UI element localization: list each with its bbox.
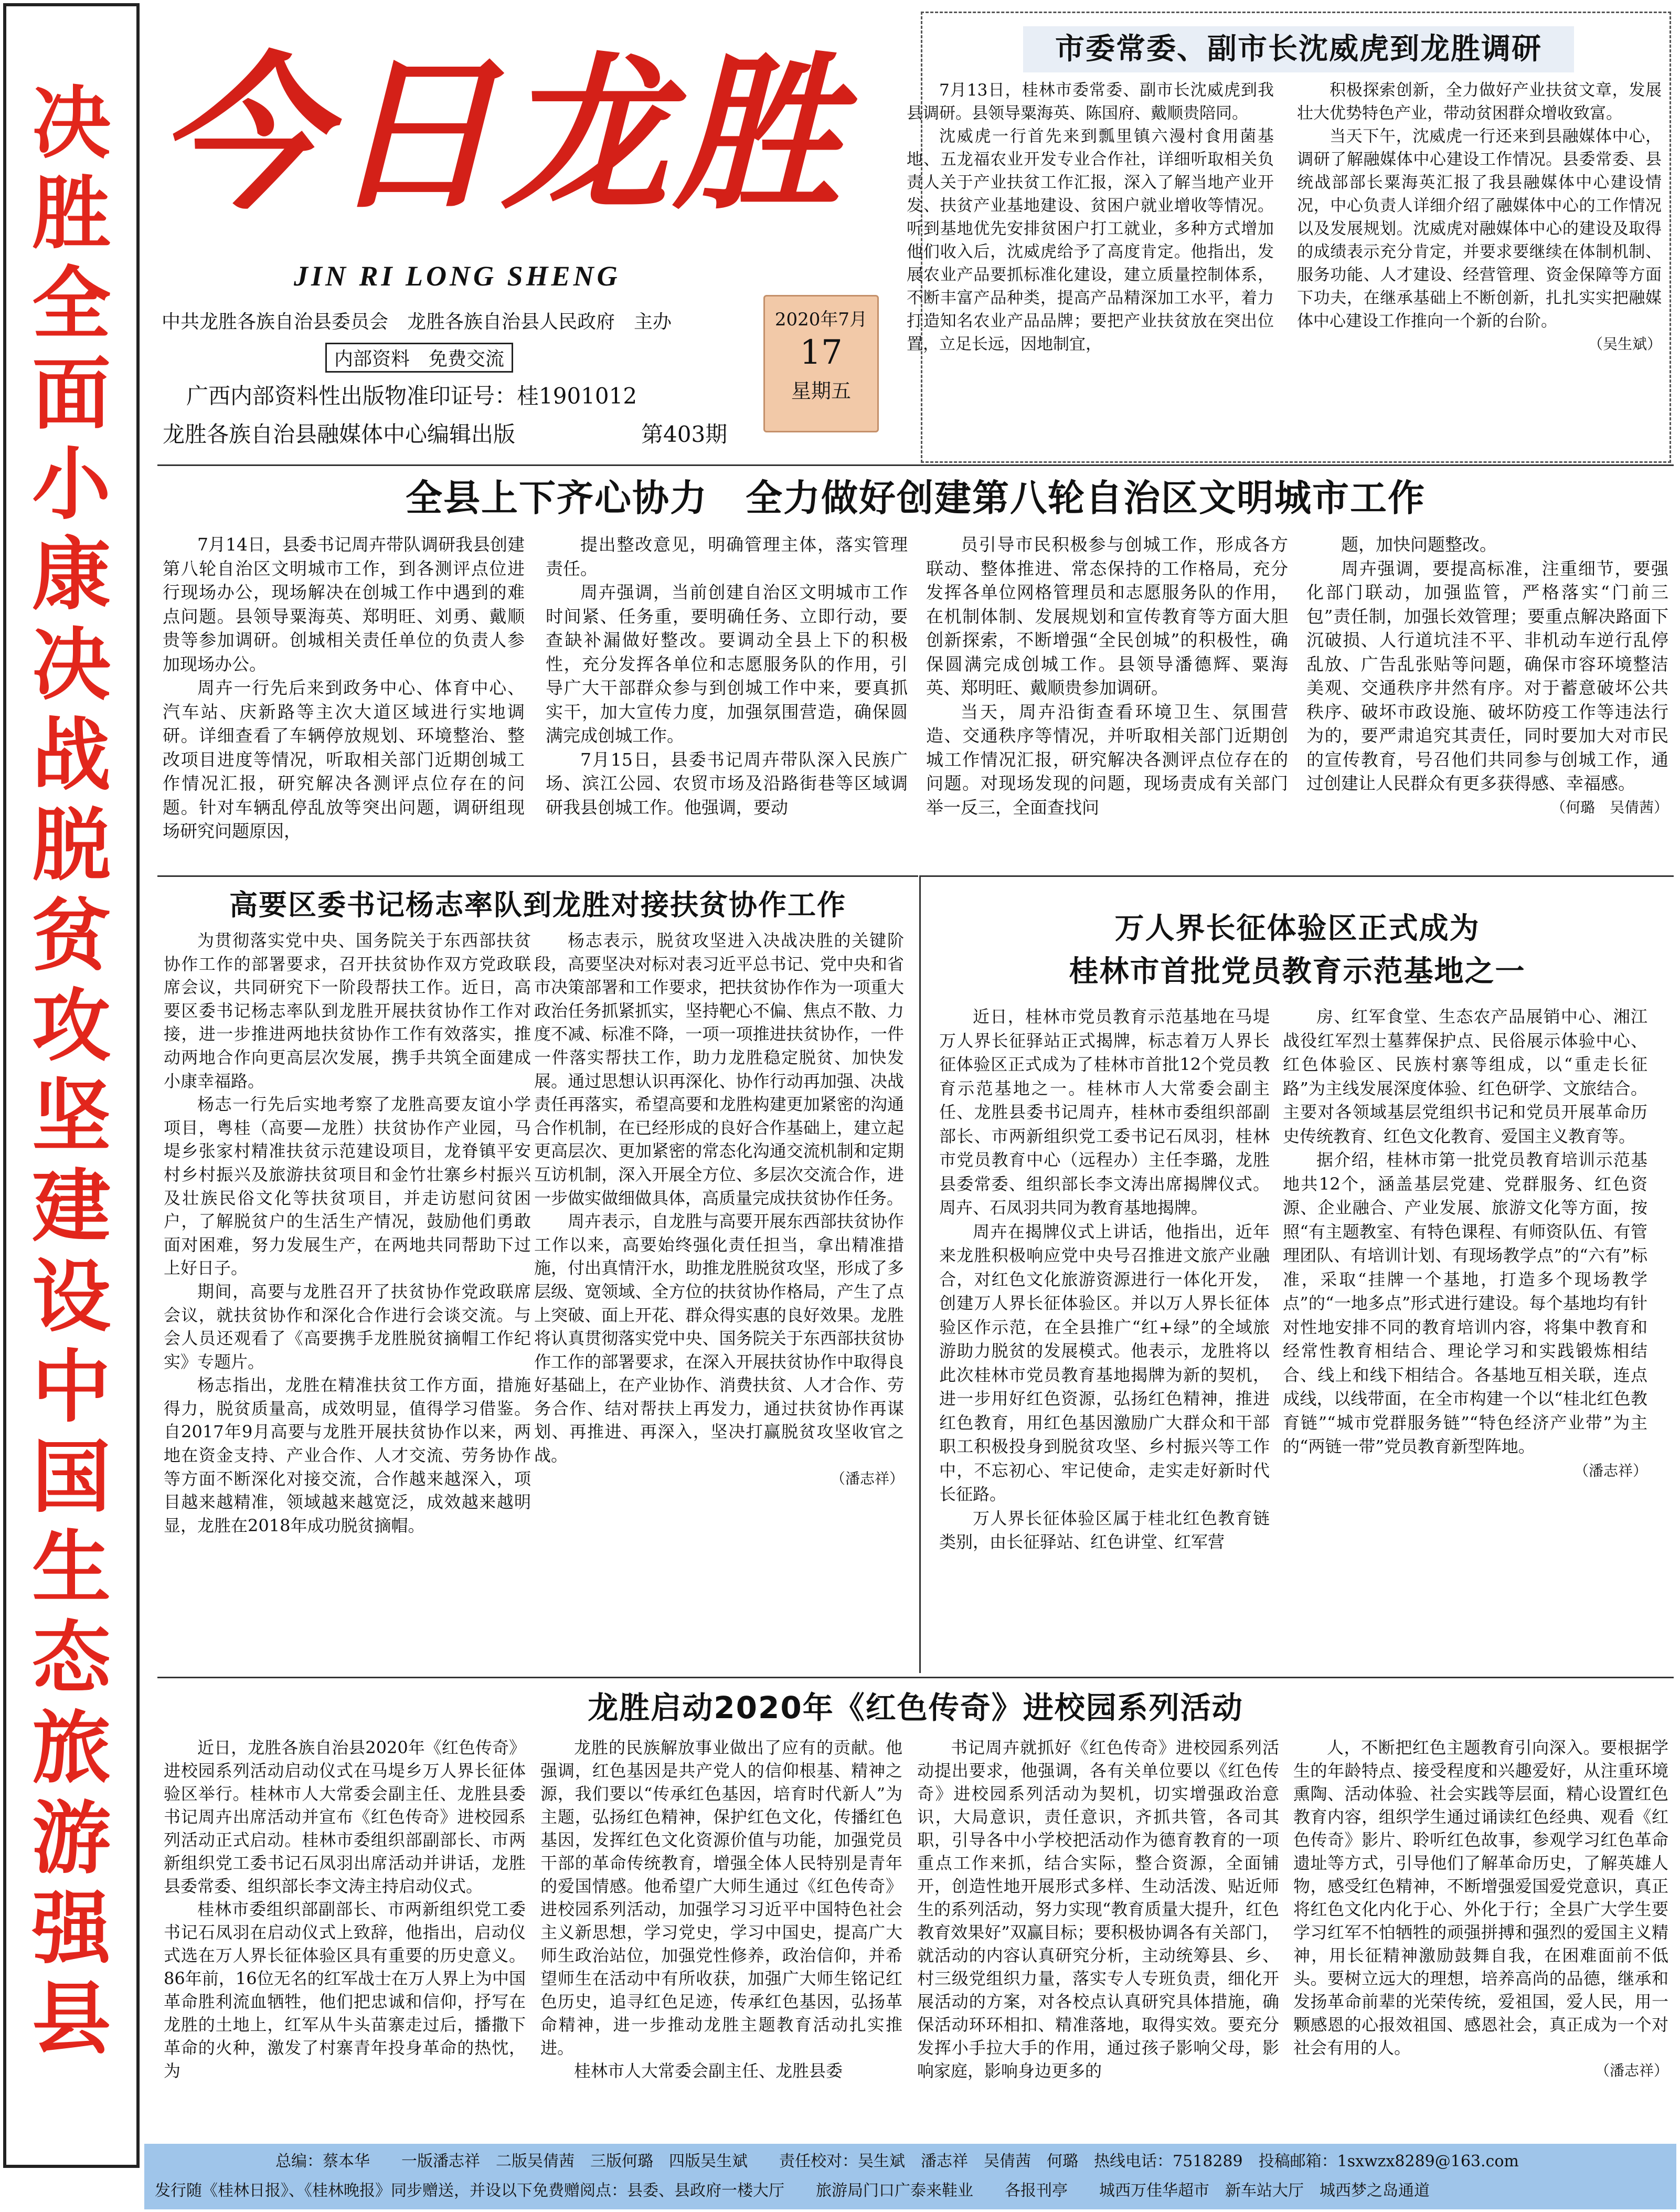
article4-headline-2: 桂林市首批党员教育示范基地之一 <box>1069 955 1526 989</box>
article3-byline: （潘志祥） <box>830 1469 904 1487</box>
article1-col2: 积极探索创新，全力做好产业扶贫文章，发展壮大优势特色产业，带动贫困群众增收致富。 当天下午，沈威虎一行还来到县融媒体中心，调研了解融媒体中心建设工作情况。县委常委、县统战部部长粟海英汇报了我县融媒体中心建设情况，中心负责人详细介绍了融媒体中心的工作情况以及发展规划。沈威虎对融媒体中心的建设及取得的成绩表示充分肯定，并要求要继续在体制机制、服务功能、人才建设、经营管理、资金保障等方面下功夫，在继承基础上不断创新，扎扎实实把融媒体中心建设工作推向一个新的台阶。 （吴生斌） <box>1297 79 1662 454</box>
article2-byline: （何璐 吴倩茜） <box>1550 798 1668 816</box>
footer-line2: 发行随《桂林日报》、《桂林晚报》同步赠送，并设以下免费赠阅点：县委、县政府一楼大厅 旅游局门口广泰来鞋业 各报刊亭 城西万佳华超市 新车站大厅 城西梦之岛通道 <box>155 2182 1430 2200</box>
article4-col2: 房、红军食堂、生态农产品展销中心、湘江战役红军烈士墓葬保护点、民俗展示体验中心、红色体验区、民族村寨等组成，以“重走长征路”为主线发展深度体验、红色研学、文旅结合。主要对各领域基层党组织书记和党员开展革命历史传统教育、红色文化教育、爱国主义教育等。 据介绍，桂林市第一批党员教育培训示范基地共12个，涵盖基层党建、党群服务、红色资源、企业融合、产业发展、旅游文化等方面，按照“有主题教室、有特色课程、有师资队伍、有管理团队、有培训计划、有现场教学点”的“六有”标准，采取“挂牌一个基地，打造多个现场教学点”的“一地多点”形式进行建设。每个基地均有针对性地安排不同的教育培训内容，将集中教育和经常性教育相结合、理论学习和实践锻炼相结合、线上和线下相结合。各基地互相关联，连点成线，以线带面，在全市构建一个以“桂北红色教育链”“城市党群服务链”“特色经济产业带”为主的“两链一带”党员教育新型阵地。 （潘志祥） <box>1283 1005 1647 1669</box>
footer <box>144 2144 1676 2209</box>
article5-byline: （潘志祥） <box>1594 2062 1668 2079</box>
date-day: 17 <box>800 333 843 372</box>
article4-byline: （潘志祥） <box>1573 1462 1647 1479</box>
masthead-pinyin: JIN RI LONG SHENG <box>294 260 621 292</box>
article5-col2: 龙胜的民族解放事业做出了应有的贡献。他强调，红色基因是共产党人的信仰根基、精神之源，我们要以“传承红色基因，培育时代新人”为主题，弘扬红色精神，保护红色文化，传播红色基因，发挥红色文化资源价值与功能，加强党员干部的革命传统教育，增强全体人民特别是青年的爱国情感。他希望广大师生通过《红色传奇》进校园系列活动，加强学习习近平中国特色社会主义新思想，学习党史，学习中国史，提高广大师生政治站位，加强党性修养，政治信仰，并希望师生在活动中有所收获，加强广大师生铭记红色历史，追寻红色足迹，传承红色基因，弘扬革命精神，进一步推动龙胜主题教育活动扎实推进。 桂林市人大常委会副主任、龙胜县委 <box>540 1738 902 2081</box>
article3-right-rule <box>919 875 921 1673</box>
article4-col1: 近日，桂林市党员教育示范基地在马堤万人界长征驿站正式揭牌，标志着万人界长征体验区正式成为了桂林市首批12个党员教育示范基地之一。桂林市人大常委会副主任、龙胜县委书记周卉，桂林市委组织部副部长、市两新组织党工委书记石凤羽，桂林市党员教育中心（远程办）主任李璐，龙胜县委常委、组织部长李文涛出席揭牌仪式。周卉、石凤羽共同为教育基地揭牌。 周卉在揭牌仪式上讲话，他指出，近年来龙胜积极响应党中央号召推进文旅产业融合，对红色文化旅游资源进行一体化开发，创建万人界长征体验区。并以万人界长征体验区作示范，在全县推广“红+绿”的全域旅游助力脱贫的发展模式。他表示，龙胜将以此次桂林市党员教育基地揭牌为新的契机，进一步用好红色资源，弘扬红色精神，推进红色教育，用红色基因激励广大群众和干部职工积极投身到脱贫攻坚、乡村振兴等工作中，不忘初心、牢记使命，走实走好新时代长征路。 万人界长征体验区属于桂北红色教育链类别，由长征驿站、红色讲堂、红军营 <box>939 1007 1270 1552</box>
article2-col3: 员引导市民积极参与创城工作，形成各方联动、整体推进、常态保持的工作格局，充分发挥各单位网格管理员和志愿服务队的作用，在机制体制、发展规划和宣传教育等方面大胆创新探索，不断增强“全民创城”的积极性，确保圆满完成创城工作。县领导潘德辉、粟海英、郑明旺、戴顺贵参加调研。 当天，周卉沿街查看环境卫生、氛围营造、交通秩序等情况，并听取相关部门近期创城工作情况汇报，研究解决各测评点位存在的问题。对现场发现的问题，现场责成有关部门举一反三，全面查找问 <box>926 534 1288 818</box>
side-banner: 决胜全面小康 决战脱贫攻坚 建设中国生态旅游强县 <box>31 79 111 2065</box>
article1-byline: （吴生斌） <box>1588 335 1662 353</box>
article1-col1: 7月13日，桂林市委常委、副市长沈威虎到我县调研。县领导粟海英、陈国府、戴顺贵陪同。 沈威虎一行首先来到瓢里镇六漫村食用菌基地、五龙福农业开发专业合作社，详细听取相关负责人关于产业扶贫工作汇报，深入了解当地产业开发、扶贫产业基地建设、贫困户就业增收等情况。听到基地优先安排贫困户打工就业，多种方式增加他们收入后，沈威虎给予了高度肯定。他指出，发展农业产品要抓标准化建设，建立质量控制体系，不断丰富产品种类，提高产品精深加工水平，着力打造知名农业产品品牌；要把产业扶贫放在突出位置，立足长远，因地制宜， <box>907 81 1274 354</box>
footer-line1: 总编：蔡本华 一版潘志祥 二版吴倩茜 三版何璐 四版吴生斌 责任校对：吴生斌 潘志祥 吴倩茜 何璐 热线电话：7518289 投稿邮箱：1sxwzx8289@163.com <box>275 2152 1519 2171</box>
article3-top-rule <box>157 875 918 877</box>
date-year-month: 2020年7月 <box>774 309 868 330</box>
article5-col3: 书记周卉就抓好《红色传奇》进校园系列活动提出要求，他强调，各有关单位要以《红色传奇》进校园系列活动为契机，切实增强政治意识，大局意识，责任意识，齐抓共管，各司其职，引导各中小学校把活动作为德育教育的一项重点工作来抓，结合实际，整合资源，全面铺开，创造性地开展形式多样、生动活泼、贴近师生的系列活动，努力实现“教育质量大提升，红色教育效果好”双赢目标；要积极协调各有关部门，就活动的内容认真研究分析，主动统筹县、乡、村三级党组织力量，落实专人专班负责，细化开展活动的方案，对各校点认真研究具体措施，确保活动环环相扣、精准落地，取得实效。要充分发挥小手拉大手的作用，通过孩子影响父母，影响家庭，影响身边更多的 <box>917 1738 1279 2081</box>
masthead-issue: 第403期 <box>641 421 728 447</box>
article2-col2: 提出整改意见，明确管理主体，落实管理责任。 周卉强调，当前创建自治区文明城市工作时间紧、任务重，要明确任务、立即行动，要查缺补漏做好整改。要调动全县上下的积极性，充分发挥各单位和志愿服务队的作用，引导广大干部群众参与到创城工作中来，要真抓实干，加大宣传力度，加强氛围营造，确保圆满完成创城工作。 7月15日，县委书记周卉带队深入民族广场、滨江公园、农贸市场及沿路街巷等区域调研我县创城工作。他强调，要动 <box>546 534 908 818</box>
article2-col4: 题，加快问题整改。 周卉强调，要提高标准，注重细节，要强化部门联动，加强监管，严格落实“门前三包”责任制，加强长效管理；要重点解决路面下沉破损、人行道坑洼不平、非机动车逆行乱停乱放、广告乱张贴等问题，确保市容环境整洁美观、交通秩序井然有序。对于蓄意破坏公共秩序、破坏市政设施、破坏防疫工作等违法行为的，要严肃追究其责任，同时要加大对市民的宣传教育，号召他们共同参与创城工作，通过创建让人民群众有更多获得感、幸福感。 （何璐 吴倩茜） <box>1306 533 1668 869</box>
masthead-publisher: 龙胜各族自治县融媒体中心编辑出版 <box>163 421 516 447</box>
article4-headline-1: 万人界长征体验区正式成为 <box>1114 912 1480 946</box>
article5-col1: 近日，龙胜各族自治县2020年《红色传奇》进校园系列活动启动仪式在马堤乡万人界长征体验区举行。桂林市人大常委会副主任、龙胜县委书记周卉出席活动并宣布《红色传奇》进校园系列活动正式启动。桂林市委组织部副部长、市两新组织党工委书记石凤羽出席活动并讲话，龙胜县委常委、组织部长李文涛主持启动仪式。 桂林市委组织部副部长、市两新组织党工委书记石凤羽在启动仪式上致辞，他指出，启动仪式选在万人界长征体验区具有重要的历史意义。86年前，16位无名的红军战士在万人界上为中国革命胜利流血牺牲，他们把忠诚和信仰，抒写在龙胜的土地上，红军从牛头苗寨走过后，播撒下革命的火种，激发了村寨青年投身革命的热忱，为 <box>164 1738 526 2081</box>
article5-headline: 龙胜启动2020年《红色传奇》进校园系列活动 <box>588 1690 1243 1726</box>
date-weekday: 星期五 <box>791 379 851 403</box>
article4-top-rule <box>921 875 1674 877</box>
article3-col1: 为贯彻落实党中央、国务院关于东西部扶贫协作工作的部署要求，召开扶贫协作双方党政联席会议，共同研究下一阶段帮扶工作。近日，高要区委书记杨志率队到龙胜开展扶贫协作工作对接，进一步推进两地扶贫协作工作有效落实，推动两地合作向更高层次发展，携手共筑全面建成小康幸福路。 杨志一行先后实地考察了龙胜高要友谊小学项目，粤桂（高要—龙胜）扶贫协作产业园，马堤乡张家村精准扶贫示范建设项目，龙脊镇平安村乡村振兴及旅游扶贫项目和金竹壮寨乡村振兴及壮族民俗文化等扶贫项目，并走访慰问贫困户，了解脱贫户的生活生产情况，鼓励他们勇敢面对困难，努力发展生产，在两地共同帮助下过上好日子。 期间，高要与龙胜召开了扶贫协作党政联席会议，就扶贫协作和深化合作进行会谈交流。与会人员还观看了《高要携手龙胜脱贫摘帽工作纪实》专题片。 杨志指出，龙胜在精准扶贫工作方面，措施得力，脱贫质量高，成效明显，值得学习借鉴。自2017年9月高要与龙胜开展扶贫协作以来，两地在资金支持、产业合作、人才交流、劳务协作等方面不断深化对接交流，合作越来越深入，项目越来越精准，领域越来越宽泛，成效越来越明显，龙胜在2018年成功脱贫摘帽。 <box>164 930 531 1536</box>
article1-headline: 市委常委、副市长沈威虎到龙胜调研 <box>1023 26 1574 72</box>
masthead-internal: 内部资料 免费交流 <box>325 343 513 373</box>
date-box <box>763 295 879 432</box>
article2-col1: 7月14日，县委书记周卉带队调研我县创建第八轮自治区文明城市工作，到各测评点位进行现场办公，现场解决在创城工作中遇到的难点问题。县领导粟海英、郑明旺、刘勇、戴顺贵等参加调研。创城相关责任单位的负责人参加现场办公。 周卉一行先后来到政务中心、体育中心、汽车站、庆新路等主次大道区域进行实地调研。详细查看了车辆停放规划、环境整治、整改项目进度等情况，听取相关部门近期创城工作情况汇报，研究解决各测评点位存在的问题。针对车辆乱停乱放等突出问题，调研组现场研究问题原因， <box>163 534 525 841</box>
article5-col4: 人，不断把红色主题教育引向深入。要根据学生的年龄特点、接受程度和兴趣爱好，从注重环境熏陶、活动体验、社会实践等层面，精心设置红色教育内容，组织学生通过诵读红色经典、观看《红色传奇》影片、聆听红色故事，参观学习红色革命遗址等方式，引导他们了解革命历史，了解英雄人物，感受红色精神，不断增强爱国爱党意识，真正将红色文化内化于心、外化于行；全县广大学生要学习红军不怕牺牲的顽强拼搏和强烈的爱国主义精神，用长征精神激励鼓舞自我，在困难面前不低头。要树立远大的理想，培养高尚的品德，继承和发扬革命前辈的光荣传统，爱祖国，爱人民，用一颗感恩的心报效祖国、感恩社会，真正成为一个对社会有用的人。 （潘志祥） <box>1293 1736 1668 2135</box>
article2-top-rule <box>157 464 1674 466</box>
article2-headline: 全县上下齐心协力 全力做好创建第八轮自治区文明城市工作 <box>406 477 1426 520</box>
article5-top-rule <box>157 1677 1674 1678</box>
masthead-sponsor: 中共龙胜各族自治县委员会 龙胜各族自治县人民政府 主办 <box>162 311 672 333</box>
masthead-title: 今日龙胜 <box>157 36 846 232</box>
article3-headline: 高要区委书记杨志率队到龙胜对接扶贫协作工作 <box>229 888 846 922</box>
masthead-permit: 广西内部资料性出版物准印证号：桂1901012 <box>186 383 637 409</box>
article3-col2: 杨志表示，脱贫攻坚进入决战决胜的关键阶段，高要坚决对标对表习近平总书记、党中央和省市决策部署和工作要求，把扶贫协作作为一项重大政治任务抓紧抓实，坚持靶心不偏、焦点不散、力度不减、标准不降，一项一项推进扶贫协作，一件一件落实帮扶工作，助力龙胜稳定脱贫、加快发展。通过思想认识再深化、协作行动再加强、决战责任再落实，希望高要和龙胜构建更加紧密的沟通合作机制，在已经形成的良好合作基础上，建立起更高层次、更加紧密的常态化沟通交流机制和定期互访机制，深入开展全方位、多层次交流合作，进一步做实做细做具体，高质量完成扶贫协作任务。 周卉表示，自龙胜与高要开展东西部扶贫协作工作以来，高要始终强化责任担当，拿出精准措施，付出真情汗水，助推龙胜脱贫攻坚，形成了多层级、宽领域、全方位的扶贫协作格局，产生了点上突破、面上开花、群众得实惠的良好效果。龙胜将认真贯彻落实党中央、国务院关于东西部扶贫协作工作的部署要求，在深入开展扶贫协作中取得良好基础上，在产业协作、消费扶贫、人才合作、劳务合作、结对帮扶上再发力，通过扶贫协作再谋划、再推进、再深入，坚决打赢脱贫攻坚收官之战。 （潘志祥） <box>534 929 904 1669</box>
